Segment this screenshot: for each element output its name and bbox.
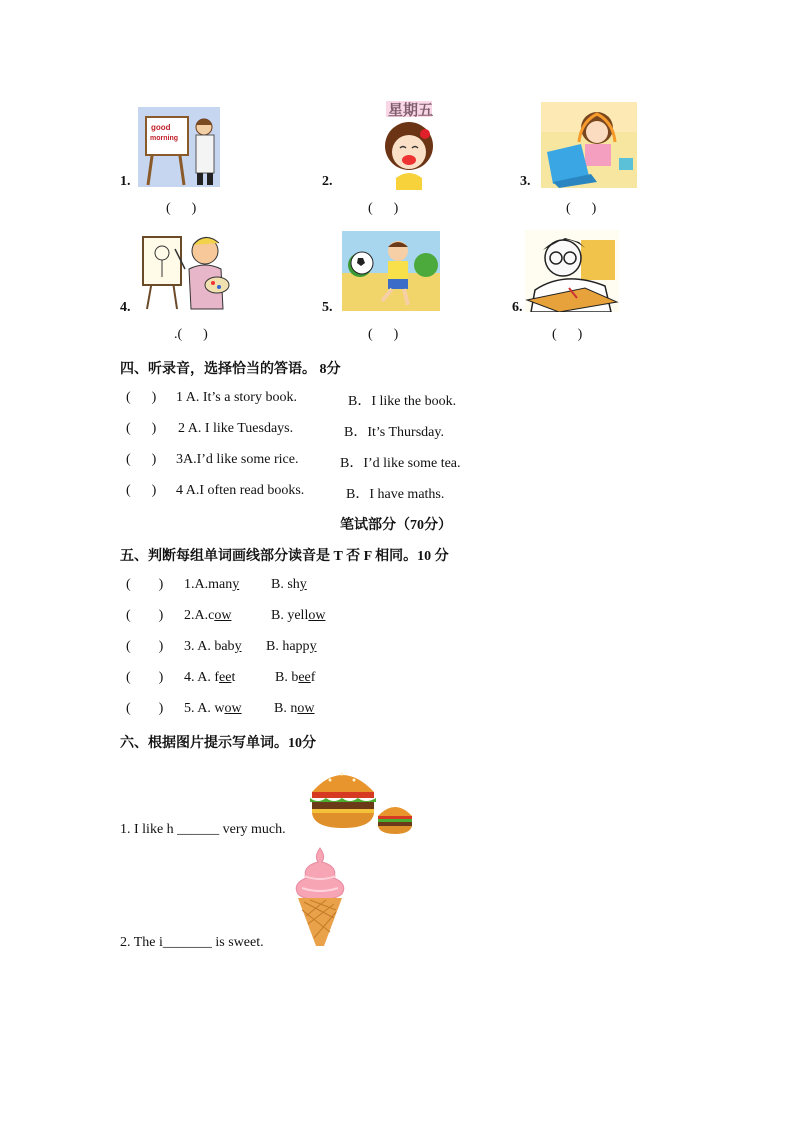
answer-paren-3[interactable]: ( ) (566, 201, 597, 216)
section5-item1-paren[interactable]: ( ) (126, 577, 164, 592)
answer-paren-2[interactable]: ( ) (368, 201, 399, 216)
section5-item1-option-b: B. shy (271, 577, 307, 592)
section4-item4-paren[interactable]: ( ) (126, 483, 157, 498)
section5-item4-option-a: 4. A. feet (184, 670, 236, 685)
ice-cream-picture (290, 846, 350, 948)
section4-item2-option-b: B．It’s Thursday. (344, 425, 444, 440)
section5-item3-paren[interactable]: ( ) (126, 639, 164, 654)
picture-number-2: 2. (322, 174, 333, 189)
girl-friday-picture (378, 98, 440, 190)
section5-item5-paren[interactable]: ( ) (126, 701, 164, 716)
section6-item2-text: 2. The i_______ is sweet. (120, 935, 264, 950)
girl-computer-picture (541, 102, 637, 188)
boy-writing-picture (525, 230, 619, 312)
boy-football-picture (342, 231, 440, 311)
section4-item4-option-b: B．I have maths. (346, 487, 445, 502)
section5-title: 五、判断每组单词画线部分读音是 T 否 F 相同。10 分 (120, 549, 449, 564)
section4-item3-option-b: B．I’d like some tea. (340, 456, 461, 471)
section5-item4-option-b: B. beef (275, 670, 316, 685)
answer-paren-5[interactable]: ( ) (368, 327, 399, 342)
section5-item2-paren[interactable]: ( ) (126, 608, 164, 623)
sign-text-good: good (151, 123, 171, 132)
hamburger-picture (308, 762, 418, 836)
man-painting-picture (135, 229, 233, 311)
section5-item1-option-a: 1.A.many (184, 577, 240, 592)
picture-number-6: 6. (512, 300, 523, 315)
section5-item3-option-a: 3. A. baby (184, 639, 242, 654)
section4-item2-option-a: 2 A. I like Tuesdays. (178, 421, 294, 436)
section4-item3-option-a: 3A.I’d like some rice. (176, 452, 299, 467)
section4-title: 四、听录音，选择恰当的答语。 8分 (120, 362, 341, 377)
section4-item1-option-b: B．I like the book. (348, 394, 457, 409)
section5-item4-paren[interactable]: ( ) (126, 670, 164, 685)
banner-friday-text: 星期五 (388, 101, 434, 119)
teacher-easel-picture (138, 107, 220, 187)
section6-title: 六、根据图片提示写单词。10分 (120, 736, 316, 751)
section4-item1-paren[interactable]: ( ) (126, 390, 157, 405)
section4-item4-option-a: 4 A.I often read books. (176, 483, 305, 498)
answer-paren-6[interactable]: ( ) (552, 327, 583, 342)
written-part-title: 笔试部分（70分） (340, 518, 452, 533)
section4-item1-option-a: 1 A. It’s a story book. (176, 390, 297, 405)
picture-number-4: 4. (120, 300, 131, 315)
section5-item5-option-a: 5. A. wow (184, 701, 242, 716)
section5-item3-option-b: B. happy (266, 639, 317, 654)
answer-paren-1[interactable]: ( ) (166, 201, 197, 216)
sign-text-morning: morning (150, 135, 178, 142)
section5-item2-option-a: 2.A.cow (184, 608, 232, 623)
picture-number-1: 1. (120, 174, 131, 189)
answer-paren-4[interactable]: .( ) (174, 327, 208, 342)
section5-item5-option-b: B. now (274, 701, 315, 716)
section6-item1-text: 1. I like h ______ very much. (120, 822, 286, 837)
section4-item2-paren[interactable]: ( ) (126, 421, 157, 436)
picture-number-3: 3. (520, 174, 531, 189)
section5-item2-option-b: B. yellow (271, 608, 326, 623)
section4-item3-paren[interactable]: ( ) (126, 452, 157, 467)
picture-number-5: 5. (322, 300, 333, 315)
